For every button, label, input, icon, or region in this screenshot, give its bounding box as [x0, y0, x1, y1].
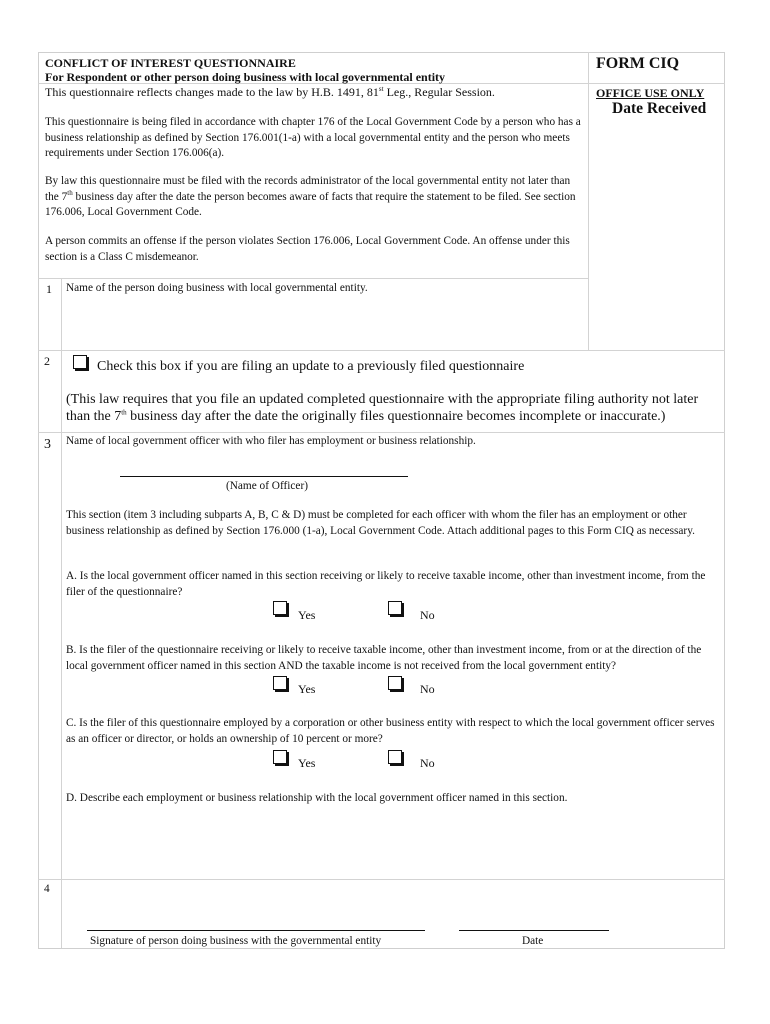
section1-label: Name of the person doing business with local governmental entity.: [66, 282, 368, 294]
question-a-yes-checkbox[interactable]: [273, 601, 287, 615]
question-a: A. Is the local government officer named in this section receiving or likely to receive taxable income, other than investment income, from the filer of the questionnaire?: [66, 570, 706, 598]
date-caption: Date: [522, 935, 544, 947]
question-c-yes-checkbox[interactable]: [273, 750, 287, 764]
signature-caption: Signature of person doing business with the governmental entity: [90, 935, 382, 947]
question-c-yes-label: Yes: [298, 756, 316, 770]
form-title: CONFLICT OF INTEREST QUESTIONNAIRE: [45, 56, 296, 70]
relationship-description-field[interactable]: [64, 810, 722, 876]
question-a-no-label: No: [420, 608, 435, 622]
section2-top-border: [38, 350, 725, 351]
section2-number: 2: [44, 354, 50, 368]
officer-name-line[interactable]: [120, 476, 408, 477]
section1-top-border: [38, 278, 588, 279]
section4-top-border: [38, 879, 725, 880]
date-line[interactable]: [459, 930, 609, 931]
section3-label: Name of local government officer with who filer has employment or business relationship.: [66, 435, 476, 447]
officer-name-caption: (Name of Officer): [226, 480, 308, 492]
signature-line[interactable]: [87, 930, 425, 931]
question-a-no-checkbox[interactable]: [388, 601, 402, 615]
section3-top-border: [38, 432, 725, 433]
intro-paragraph-1: This questionnaire is being filed in accordance with chapter 176 of the Local Government Code by a person who has a business relationship as defined by Section 176.001(1-a) with a local governmental entity and the person who meets requirements under Section 176.006(a).: [45, 116, 581, 159]
update-checkbox-label: Check this box if you are filing an update to a previously filed questionnaire: [97, 359, 525, 374]
update-requirement-note: (This law requires that you file an updated completed questionnaire with the appropriate filing authority not later than the 7th business day after the date the originally files questionnaire becomes incomplete or inaccurate.): [66, 392, 699, 424]
update-checkbox[interactable]: [73, 355, 87, 369]
section3-instructions: This section (item 3 including subparts A, B, C & D) must be completed for each officer with whom the filer has an employment or other business relationship as defined by Section 176.000 (1-a), Local Government Code. Attach additional pages to this Form CIQ as necessary.: [66, 509, 695, 537]
question-b-no-label: No: [420, 682, 435, 696]
question-b-no-checkbox[interactable]: [388, 676, 402, 690]
intro-paragraph-2: By law this questionnaire must be filed with the records administrator of the local governmental entity not later than the 7th business day after the date the person becomes aware of facts that require the statement to be filed. See section 176.006, Local Government Code.: [45, 175, 576, 218]
question-d: D. Describe each employment or business relationship with the local government officer named in this section.: [66, 792, 568, 804]
question-b-yes-checkbox[interactable]: [273, 676, 287, 690]
question-c-no-checkbox[interactable]: [388, 750, 402, 764]
intro-paragraph-3: A person commits an offense if the person violates Section 176.006, Local Government Code. An offense under this section is a Class C misdemeanor.: [45, 235, 570, 263]
section4-number: 4: [44, 883, 50, 895]
section1-number: 1: [46, 282, 52, 296]
date-received-label: Date Received: [612, 100, 707, 117]
form-subtitle: For Respondent or other person doing business with local governmental entity: [45, 70, 446, 84]
question-b: B. Is the filer of the questionnaire receiving or likely to receive taxable income, other than investment income, from or at the direction of the local government officer named in this section AND the taxable income is not received from the local government entity?: [66, 644, 702, 672]
question-c: C. Is the filer of this questionnaire employed by a corporation or other business entity with respect to which the local government officer serves as an officer or director, or holds an ownership of 10 percent or more?: [66, 717, 715, 745]
form-id-divider: [588, 83, 725, 84]
office-use-label: OFFICE USE ONLY: [596, 86, 705, 100]
question-a-yes-label: Yes: [298, 608, 316, 622]
question-c-no-label: No: [420, 756, 435, 770]
section3-number: 3: [44, 437, 51, 452]
law-reference: This questionnaire reflects changes made to the law by H.B. 1491, 81st Leg., Regular Session.: [45, 85, 495, 99]
form-id: FORM CIQ: [596, 55, 680, 72]
respondent-name-field[interactable]: [64, 298, 584, 346]
header-divider-vertical: [588, 52, 589, 350]
number-column-divider: [61, 278, 62, 948]
question-b-yes-label: Yes: [298, 682, 316, 696]
